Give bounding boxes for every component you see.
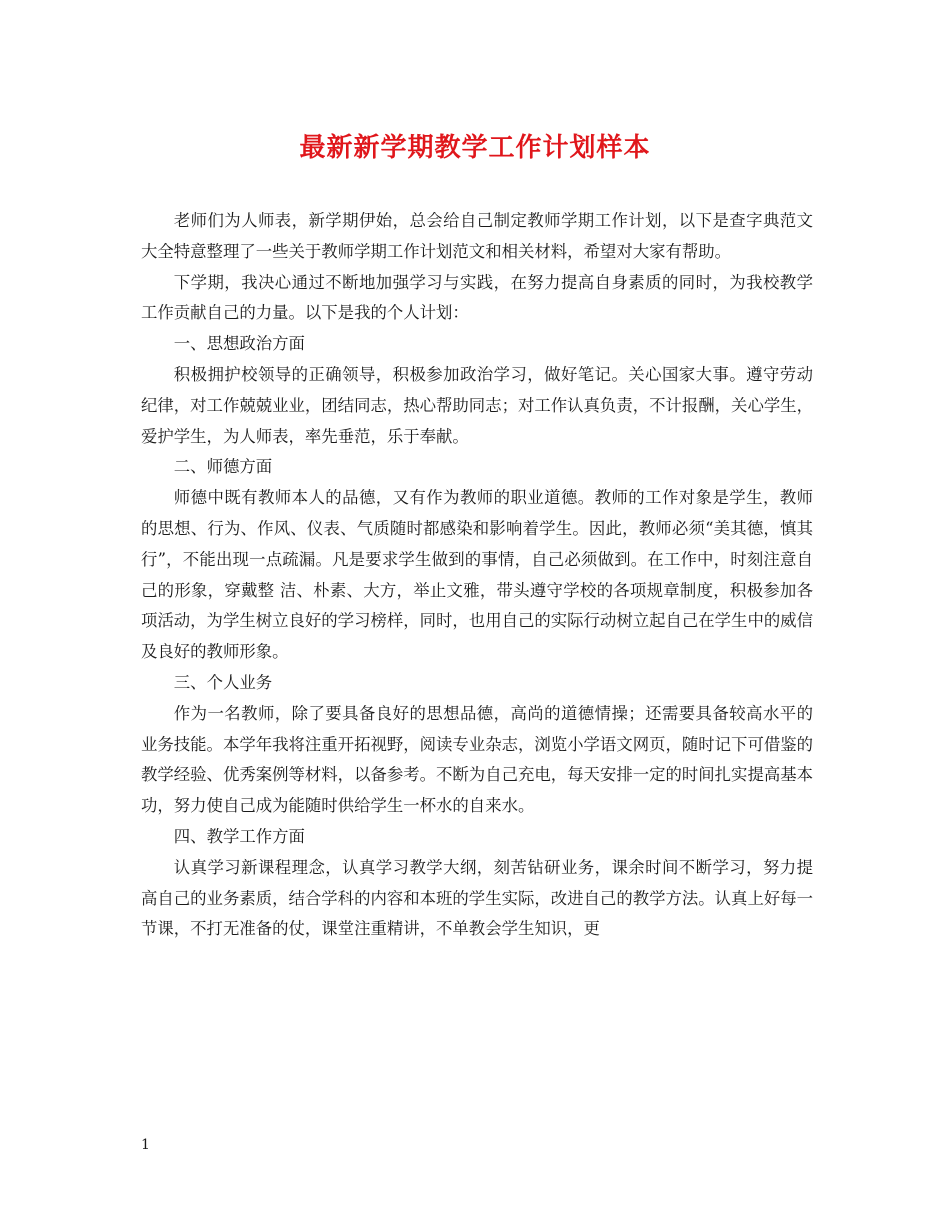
paragraph-personal-work: 作为一名教师，除了要具备良好的思想品德，高尚的道德情操；还需要具备较高水平的业务技能。本学年我将注重开拓视野，阅读专业杂志，浏览小学语文网页，随时记下可借鉴的教学经验、优秀案例等材料，以备参考。不断为自己充电，每天安排一定的时间扎实提高基本功，努力使自己成为能随时供给学生一杯水的自来水。 (141, 703, 814, 816)
paragraph-ethics: 师德中既有教师本人的品德，又有作为教师的职业道德。教师的工作对象是学生，教师的思想、行为、作风、仪表、气质随时都感染和影响着学生。因此，教师必须“美其德，慎其行”，不能出现一点疏漏。凡是要求学生做到的事情，自己必须做到。在工作中，时刻注意自己的形象，穿戴整 洁、朴素、大方，举止文雅，带头遵守学校的各项规章制度，积极参加各项活动，为学生树立良好的学习榜样，同时，也用自己的实际行动树立起自己在学生中的威信及良好的教师形象。 (141, 488, 814, 662)
paragraph-plan-summary: 下学期，我决心通过不断地加强学习与实践，在努力提高自身素质的同时，为我校教学工作贡献自己的力量。以下是我的个人计划： (141, 272, 813, 323)
page-number: 1 (141, 1137, 150, 1153)
document-title: 最新新学期教学工作计划样本 (299, 133, 651, 163)
document-body (141, 206, 813, 945)
paragraph-ideology: 积极拥护校领导的正确领导，积极参加政治学习，做好笔记。关心国家大事。遵守劳动纪律，对工作兢兢业业，团结同志，热心帮助同志；对工作认真负责，不计报酬，关心学生，爱护学生，为人师表，率先垂范，乐于奉献。 (141, 364, 814, 446)
section-heading-personal-work: 三、个人业务 (173, 672, 273, 692)
section-heading-ethics: 二、师德方面 (173, 457, 273, 477)
paragraph-teaching: 认真学习新课程理念，认真学习教学大纲，刻苦钻研业务，课余时间不断学习，努力提高自己的业务素质，结合学科的内容和本班的学生实际，改进自己的教学方法。认真上好每一节课，不打无准备的仗，课堂注重精讲，不单教会学生知识，更 (141, 857, 814, 939)
paragraph-intro: 老师们为人师表，新学期伊始，总会给自己制定教师学期工作计划，以下是查字典范文大全特意整理了一些关于教师学期工作计划范文和相关材料，希望对大家有帮助。 (141, 211, 813, 261)
section-heading-teaching: 四、教学工作方面 (173, 826, 305, 846)
section-heading-ideology: 一、思想政治方面 (173, 334, 305, 354)
